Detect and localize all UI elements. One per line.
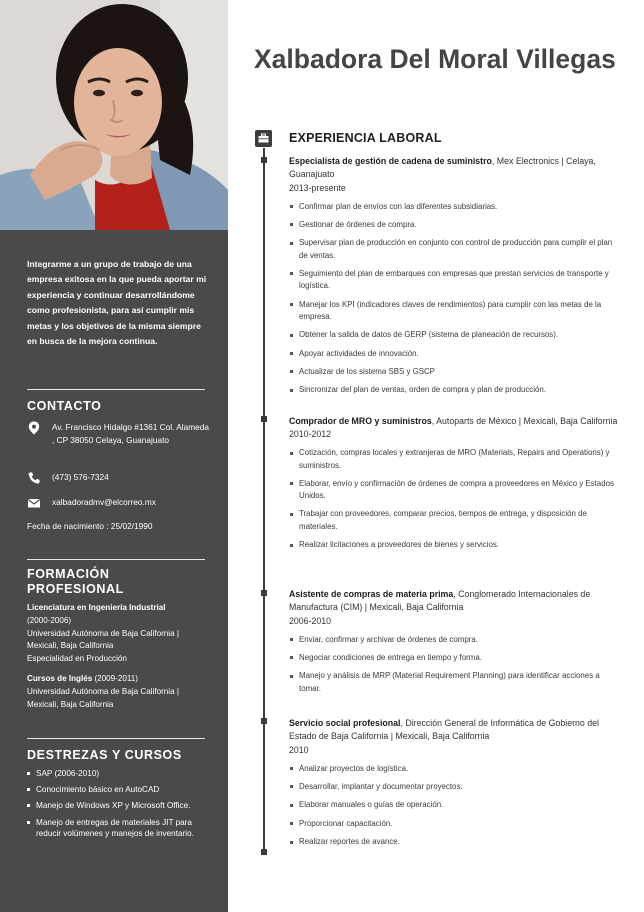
education-years: (2009-2011)	[94, 674, 138, 683]
list-item: Manejar los KPI (indicadores claves de rendimientos) para cumplir con las metas de la empresa.	[289, 299, 619, 323]
location-pin-icon	[27, 421, 41, 435]
timeline-marker	[261, 849, 267, 855]
list-item: Supervisar plan de producción en conjunto con control de producción para cumplir el plan de ventas.	[289, 237, 619, 261]
birthdate-text: Fecha de nacimiento : 25/02/1990	[27, 521, 153, 531]
address-text: Av. Francisco Hidalgo #1361 Col. Alameda , CP 38050 Celaya, Guanajuato	[52, 422, 209, 445]
divider	[27, 389, 205, 390]
education-school: Universidad Autónoma de Baja California | Mexicali, Baja California	[27, 628, 179, 651]
list-item: Manejo de entregas de materiales JIT para reducir volúmenes y manejos de inventario.	[27, 817, 207, 840]
list-item: Negociar condiciones de entrega en tiempo y forma.	[289, 652, 619, 664]
job-company: , Mex Electronics | Celaya, Guanajuato	[289, 156, 596, 180]
candidate-name: Xalbadora Del Moral Villegas	[254, 44, 616, 74]
job-entry	[289, 415, 619, 557]
email-text: xalbadoradmv@elcorreo.mx	[52, 497, 156, 507]
list-item: Obtener la salida de datos de GERP (sistema de planeación de recursos).	[289, 329, 619, 341]
job-dates: 2010-2012	[289, 429, 332, 440]
education-title-line2: PROFESIONAL	[27, 582, 124, 596]
task-list	[289, 763, 619, 849]
list-item: Realizar licitaciones a proveedores de bienes y servicios.	[289, 539, 619, 551]
list-item: Enviar, confirmar y archivar de órdenes de compra.	[289, 634, 619, 646]
phone-text: (473) 576-7324	[52, 472, 109, 482]
list-item: Elaborar, envío y confirmación de órdenes de compra a proveedores en México y Estados Unidos.	[289, 478, 619, 502]
timeline-marker	[261, 416, 267, 422]
job-dates: 2010	[289, 744, 309, 755]
timeline-line	[263, 148, 265, 854]
list-item: Seguimiento del plan de embarques con empresas que prestan servicios de transporte y logística.	[289, 268, 619, 292]
experience-title: EXPERIENCIA LABORAL	[289, 131, 442, 145]
job-entry	[289, 717, 619, 855]
profile-photo	[0, 0, 228, 230]
degree: Cursos de Inglés	[27, 674, 93, 683]
list-item: Proporcionar capacitación.	[289, 818, 619, 830]
task-list	[289, 201, 619, 397]
profile-summary: Integrarme a un grupo de trabajo de una empresa exitosa en la que pueda aportar mi experiencia y continuar desarrollándome como profesionista, para así cumplir mis metas y los objetivos de la misma siempre en busca de la mejora continua.	[27, 259, 207, 347]
briefcase-icon	[255, 130, 272, 147]
education-title-line1: FORMACIÓN	[27, 567, 110, 581]
list-item: Analizar proyectos de logística.	[289, 763, 619, 775]
list-item: Trabajar con proveedores, comparar precios, tiempos de entrega, y disposición de materiales.	[289, 508, 619, 532]
education-title	[27, 567, 124, 597]
job-heading	[289, 415, 619, 428]
job-entry	[289, 155, 619, 403]
job-role: Asistente de compras de materia prima	[289, 589, 454, 599]
job-heading	[289, 588, 619, 615]
job-entry	[289, 588, 619, 701]
timeline-marker	[261, 718, 267, 724]
degree: Licenciatura en Ingeniería Industrial	[27, 603, 166, 612]
skills-title: DESTREZAS Y CURSOS	[27, 748, 182, 762]
envelope-icon	[27, 496, 41, 510]
list-item: Desarrollar, implantar y documentar proyectos.	[289, 781, 619, 793]
job-role: Especialista de gestión de cadena de suministro	[289, 156, 492, 166]
task-list	[289, 634, 619, 695]
list-item: Apoyar actividades de innovación.	[289, 348, 619, 360]
list-item: Manejo de Windows XP y Microsoft Office.	[27, 800, 207, 811]
divider	[27, 738, 205, 739]
skills-list	[27, 768, 207, 844]
job-heading	[289, 155, 619, 182]
list-item: Cotización, compras locales y extranjeras de MRO (Materials, Repairs and Operations) y suministros.	[289, 447, 619, 471]
job-company: , Dirección General de Informática de Gobierno del Estado de Baja California | Mexicali, Baja California	[289, 718, 600, 742]
timeline-marker	[261, 590, 267, 596]
job-heading	[289, 717, 619, 744]
list-item: Sincronizar del plan de ventas, orden de compra y plan de producción.	[289, 384, 619, 396]
list-item: Conocimiento básico en AutoCAD	[27, 784, 207, 795]
list-item: Gestionar de órdenes de compra.	[289, 219, 619, 231]
contact-title: CONTACTO	[27, 399, 102, 413]
job-company: , Autoparts de México | Mexicali, Baja California	[431, 416, 618, 426]
education-entry	[27, 602, 209, 666]
education-school: Universidad Autónoma de Baja California | Mexicali, Baja California	[27, 686, 179, 709]
education-entry	[27, 673, 209, 711]
list-item: Realizar reportes de avance.	[289, 836, 619, 848]
list-item: Confirmar plan de envíos con las diferentes subsidiarias.	[289, 201, 619, 213]
job-dates: 2013-presente	[289, 182, 346, 193]
job-dates: 2006-2010	[289, 615, 332, 626]
sidebar	[0, 0, 228, 912]
task-list	[289, 447, 619, 551]
job-role: Servicio social profesional	[289, 718, 401, 728]
job-role: Comprador de MRO y suministros	[289, 416, 432, 426]
divider	[27, 559, 205, 560]
job-company: , Conglomerado Internacionales de Manufactura (CIM) | Mexicali, Baja California	[289, 589, 591, 613]
phone-icon	[27, 471, 41, 485]
timeline-marker	[261, 157, 267, 163]
education-years: (2000-2006)	[27, 615, 72, 625]
contact-birthdate	[27, 520, 212, 533]
list-item: Elaborar manuales o guías de operación.	[289, 799, 619, 811]
list-item: Actualizar de los sistema SBS y GSCP	[289, 366, 619, 378]
education-extra: Especialidad en Producción	[27, 654, 127, 664]
list-item: SAP (2006-2010)	[27, 768, 207, 779]
list-item: Manejo y análisis de MRP (Material Requirement Planning) para identificar acciones a tomar.	[289, 670, 619, 694]
